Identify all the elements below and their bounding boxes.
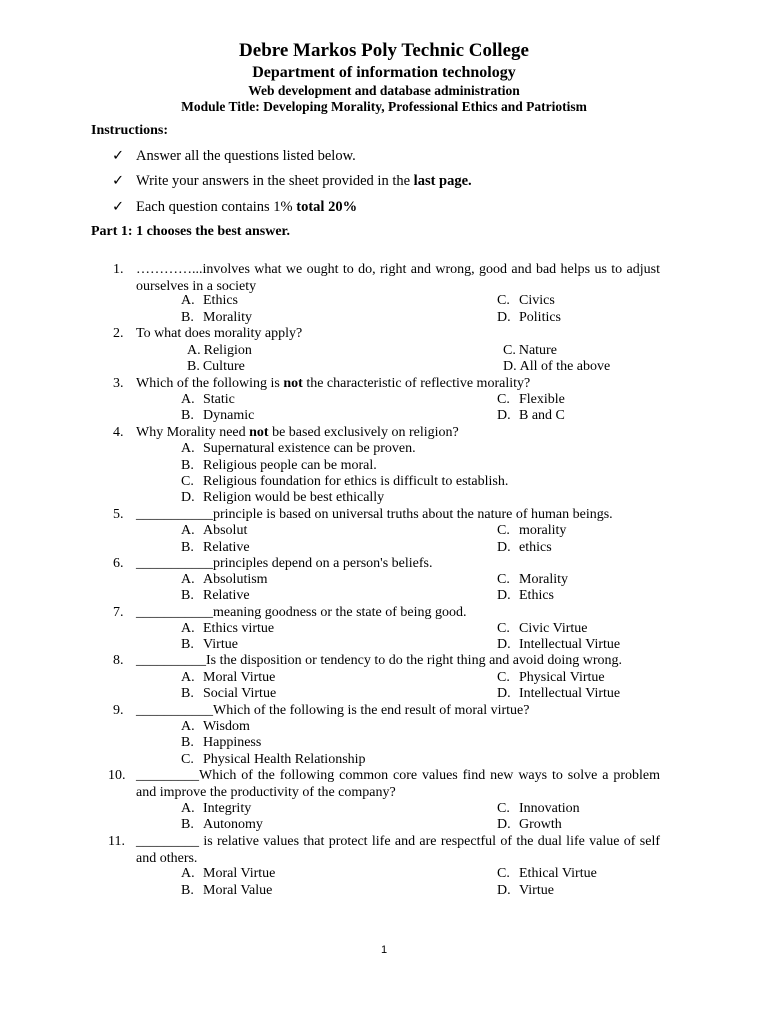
question-text: Why Morality need not be based exclusively on religion? — [136, 425, 459, 440]
question-number: 8. — [113, 653, 124, 668]
instruction-item — [112, 173, 472, 190]
page-number: 1 — [380, 944, 388, 956]
option: D. Virtue — [497, 883, 554, 898]
module-title: Module Title: Developing Morality, Professional Ethics and Patriotism — [181, 99, 587, 114]
option: B. Happiness — [181, 735, 262, 750]
instruction-item — [112, 148, 356, 165]
option: A. Absolutism — [181, 572, 268, 587]
option: A. Ethics virtue — [181, 621, 275, 636]
option: B. Autonomy — [181, 817, 263, 832]
instructions-heading: Instructions: — [91, 123, 169, 138]
question-number: 9. — [113, 703, 124, 718]
option: C. Ethical Virtue — [497, 866, 597, 881]
question-text: _________Which of the following common core values find new ways to solve a problem and improve the productivity of the company? — [136, 768, 660, 800]
question-text: Which of the following is not the characteristic of reflective morality? — [136, 376, 531, 391]
instruction-text: Write your answers in the sheet provided in the — [136, 173, 414, 189]
question-number: 3. — [113, 376, 124, 391]
option: A. Static — [181, 392, 235, 407]
question-text: ___________principle is based on universal truths about the nature of human beings. — [136, 507, 613, 522]
option: A. Religion — [187, 343, 252, 358]
option: B. Relative — [181, 588, 250, 603]
option: D. Intellectual Virtue — [497, 686, 621, 701]
question-number: 1. — [113, 262, 124, 277]
option: B. Relative — [181, 540, 250, 555]
option: A. Moral Virtue — [181, 866, 276, 881]
question-number: 7. — [113, 605, 124, 620]
question-text: ___________meaning goodness or the state of being good. — [136, 605, 467, 620]
option: A. Moral Virtue — [181, 670, 276, 685]
option: A. Ethics — [181, 293, 238, 308]
option: C. Innovation — [497, 801, 580, 816]
option: D. Intellectual Virtue — [497, 637, 621, 652]
option: C. morality — [497, 523, 567, 538]
option: B. Culture — [187, 359, 245, 374]
question-text: ___________principles depend on a person's beliefs. — [136, 556, 433, 571]
department-title: Department of information technology — [252, 64, 516, 81]
instruction-bold-text: total 20% — [296, 199, 358, 215]
option: D. All of the above — [503, 359, 611, 374]
question-text: To what does morality apply? — [136, 326, 303, 341]
option: C. Civics — [497, 293, 555, 308]
option: C. Morality — [497, 572, 568, 587]
option: D. Religion would be best ethically — [181, 490, 385, 505]
question-text: …………...involves what we ought to do, right and wrong, good and bad helps us to adjust ourselves in a society — [136, 262, 660, 294]
option: A. Absolut — [181, 523, 248, 538]
question-number: 10. — [108, 768, 126, 783]
option: D. B and C — [497, 408, 565, 423]
question-number: 6. — [113, 556, 124, 571]
option: A. Supernatural existence can be proven. — [181, 441, 416, 456]
program-title: Web development and database administration — [248, 83, 520, 98]
question-text: _________ is relative values that protect life and are respectful of the dual life value of self and others. — [136, 834, 660, 866]
option: D. Politics — [497, 310, 562, 325]
instruction-item — [112, 199, 357, 216]
question-text: __________Is the disposition or tendency to do the right thing and avoid doing wrong. — [136, 653, 623, 668]
option: C. Physical Health Relationship — [181, 752, 366, 767]
checkmark-icon: ✓ — [112, 148, 125, 164]
option: D. ethics — [497, 540, 552, 555]
question-text: ___________Which of the following is the end result of moral virtue? — [136, 703, 530, 718]
option: C. Flexible — [497, 392, 565, 407]
option: B. Moral Value — [181, 883, 273, 898]
option: A. Integrity — [181, 801, 252, 816]
option: B. Morality — [181, 310, 252, 325]
option: D. Growth — [497, 817, 562, 832]
instruction-text: Answer all the questions listed below. — [136, 148, 356, 164]
option: C. Religious foundation for ethics is difficult to establish. — [181, 474, 509, 489]
college-title: Debre Markos Poly Technic College — [239, 40, 529, 61]
option: C. Civic Virtue — [497, 621, 588, 636]
question-number: 2. — [113, 326, 124, 341]
option: B. Religious people can be moral. — [181, 458, 377, 473]
instruction-bold-text: last page. — [413, 173, 472, 189]
option: C. Physical Virtue — [497, 670, 605, 685]
checkmark-icon: ✓ — [112, 173, 125, 189]
option: B. Dynamic — [181, 408, 255, 423]
part-heading: Part 1: 1 chooses the best answer. — [91, 224, 290, 239]
option: B. Social Virtue — [181, 686, 277, 701]
question-number: 4. — [113, 425, 124, 440]
question-number: 5. — [113, 507, 124, 522]
option: C. Nature — [503, 343, 557, 358]
option: A. Wisdom — [181, 719, 250, 734]
instruction-text: Each question contains 1% — [136, 199, 297, 215]
checkmark-icon: ✓ — [112, 199, 125, 215]
option: B. Virtue — [181, 637, 238, 652]
option: D. Ethics — [497, 588, 554, 603]
question-number: 11. — [108, 834, 125, 849]
